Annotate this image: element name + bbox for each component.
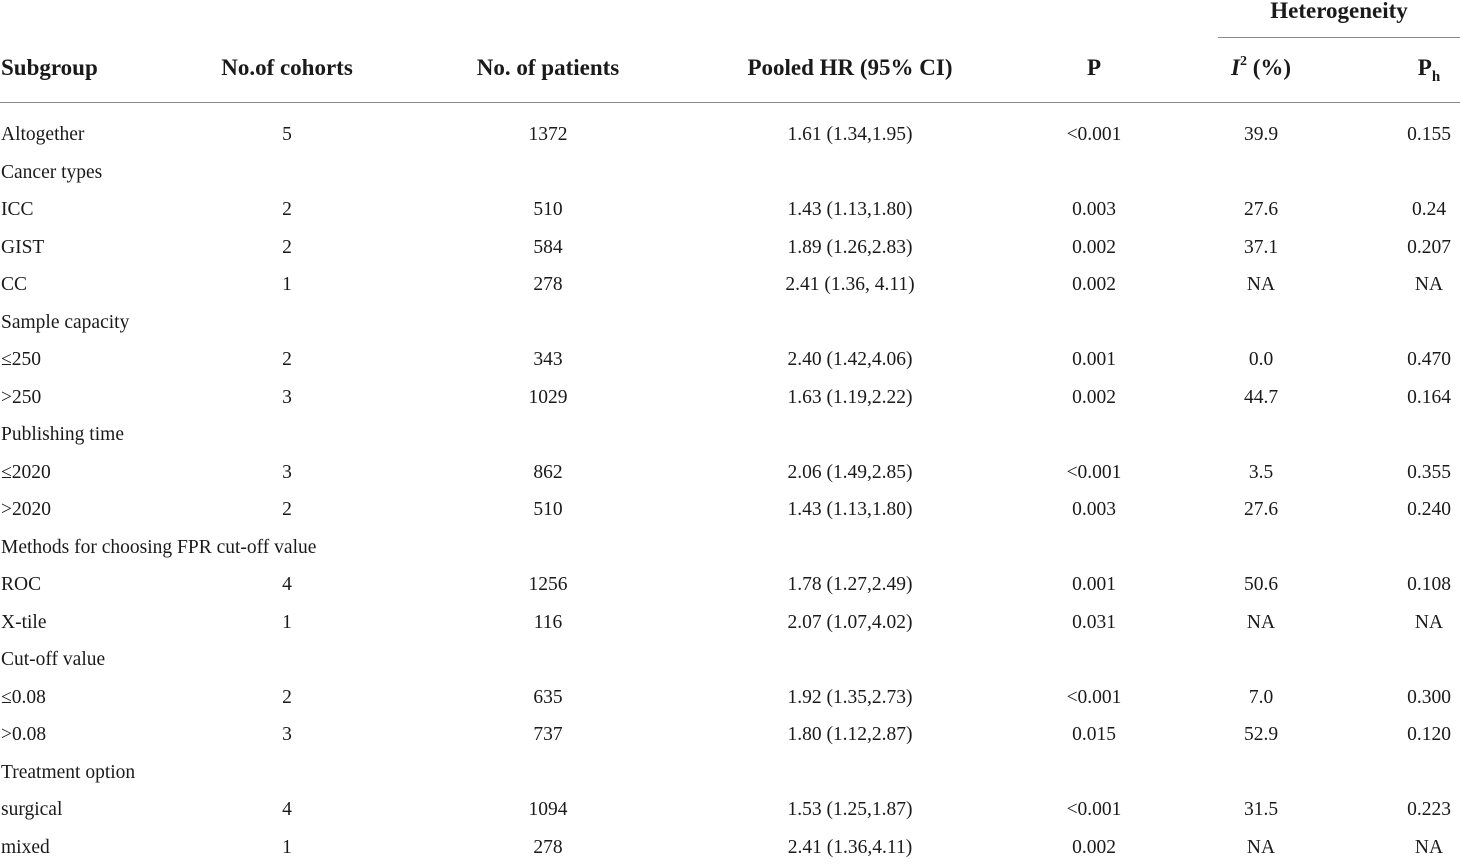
cell-cohorts: 4 bbox=[282, 566, 292, 603]
heterogeneity-underline bbox=[1218, 37, 1460, 38]
cell-ph: 0.470 bbox=[1407, 341, 1451, 378]
cell-patients: 635 bbox=[533, 679, 562, 716]
table-row bbox=[0, 191, 1460, 229]
cell-ph: 0.223 bbox=[1407, 791, 1451, 828]
table-row bbox=[0, 454, 1460, 492]
cell-ph: 0.164 bbox=[1407, 379, 1451, 416]
cell-pooled-hr: 1.43 (1.13,1.80) bbox=[787, 491, 912, 528]
cell-ph: 0.355 bbox=[1407, 454, 1451, 491]
cell-patients: 510 bbox=[533, 191, 562, 228]
cell-patients: 116 bbox=[534, 604, 563, 641]
table-row bbox=[0, 641, 1460, 679]
cell-patients: 584 bbox=[533, 229, 562, 266]
cell-patients: 737 bbox=[533, 716, 562, 753]
cell-p-value: 0.015 bbox=[1072, 716, 1116, 753]
cell-subgroup: surgical bbox=[1, 791, 62, 828]
cell-i2: 3.5 bbox=[1249, 454, 1273, 491]
cell-patients: 1256 bbox=[529, 566, 568, 603]
cell-pooled-hr: 1.80 (1.12,2.87) bbox=[787, 716, 912, 753]
cell-p-value: <0.001 bbox=[1067, 454, 1122, 491]
cell-patients: 1094 bbox=[529, 791, 568, 828]
header-ph-sub: h bbox=[1432, 69, 1440, 85]
header-ph bbox=[1418, 50, 1440, 89]
cell-pooled-hr: 1.61 (1.34,1.95) bbox=[787, 116, 912, 153]
table-body bbox=[0, 116, 1460, 866]
table-row bbox=[0, 341, 1460, 379]
cell-cohorts: 2 bbox=[282, 491, 292, 528]
cell-ph: 0.240 bbox=[1407, 491, 1451, 528]
cell-subgroup: Cancer types bbox=[1, 154, 102, 191]
table-row bbox=[0, 829, 1460, 866]
header-i2-unit: (%) bbox=[1253, 55, 1291, 80]
cell-ph: 0.108 bbox=[1407, 566, 1451, 603]
table-row bbox=[0, 716, 1460, 754]
table-header-row bbox=[0, 50, 1460, 86]
header-rule bbox=[0, 102, 1460, 103]
cell-ph: 0.207 bbox=[1407, 229, 1451, 266]
cell-p-value: 0.002 bbox=[1072, 229, 1116, 266]
cell-pooled-hr: 2.41 (1.36, 4.11) bbox=[785, 266, 914, 303]
cell-i2: 52.9 bbox=[1244, 716, 1278, 753]
cell-cohorts: 4 bbox=[282, 791, 292, 828]
cell-pooled-hr: 2.41 (1.36,4.11) bbox=[788, 829, 912, 866]
cell-cohorts: 1 bbox=[282, 829, 292, 866]
cell-patients: 278 bbox=[533, 266, 562, 303]
table-row bbox=[0, 304, 1460, 342]
header-cohorts: No.of cohorts bbox=[221, 50, 353, 86]
cell-pooled-hr: 1.43 (1.13,1.80) bbox=[787, 191, 912, 228]
cell-cohorts: 5 bbox=[282, 116, 292, 153]
cell-ph: 0.155 bbox=[1407, 116, 1451, 153]
cell-pooled-hr: 1.63 (1.19,2.22) bbox=[787, 379, 912, 416]
cell-subgroup: X-tile bbox=[1, 604, 46, 641]
cell-subgroup: CC bbox=[1, 266, 27, 303]
cell-ph: NA bbox=[1415, 266, 1443, 303]
cell-pooled-hr: 1.53 (1.25,1.87) bbox=[787, 791, 912, 828]
cell-p-value: <0.001 bbox=[1067, 679, 1122, 716]
table-row bbox=[0, 791, 1460, 829]
cell-i2: NA bbox=[1247, 829, 1275, 866]
cell-subgroup: Treatment option bbox=[1, 754, 135, 791]
cell-subgroup: >2020 bbox=[1, 491, 51, 528]
cell-patients: 343 bbox=[533, 341, 562, 378]
table-row bbox=[0, 679, 1460, 717]
cell-ph: 0.300 bbox=[1407, 679, 1451, 716]
table-row bbox=[0, 266, 1460, 304]
cell-subgroup: Cut-off value bbox=[1, 641, 105, 678]
cell-pooled-hr: 2.40 (1.42,4.06) bbox=[787, 341, 912, 378]
cell-cohorts: 2 bbox=[282, 679, 292, 716]
header-i2-letter: I bbox=[1231, 55, 1240, 80]
cell-patients: 1029 bbox=[529, 379, 568, 416]
cell-pooled-hr: 1.92 (1.35,2.73) bbox=[787, 679, 912, 716]
cell-subgroup: ≤2020 bbox=[1, 454, 51, 491]
cell-i2: 44.7 bbox=[1244, 379, 1278, 416]
header-patients: No. of patients bbox=[477, 50, 619, 86]
cell-i2: 7.0 bbox=[1249, 679, 1273, 716]
table-row bbox=[0, 604, 1460, 642]
cell-p-value: 0.001 bbox=[1072, 566, 1116, 603]
cell-cohorts: 3 bbox=[282, 379, 292, 416]
header-pooled-hr: Pooled HR (95% CI) bbox=[747, 50, 952, 86]
cell-subgroup: Altogether bbox=[1, 116, 84, 153]
cell-p-value: 0.003 bbox=[1072, 491, 1116, 528]
header-i2 bbox=[1231, 50, 1291, 90]
cell-subgroup: ROC bbox=[1, 566, 41, 603]
cell-p-value: 0.002 bbox=[1072, 379, 1116, 416]
cell-subgroup: ≤0.08 bbox=[1, 679, 46, 716]
cell-patients: 278 bbox=[533, 829, 562, 866]
cell-cohorts: 3 bbox=[282, 454, 292, 491]
cell-patients: 510 bbox=[533, 491, 562, 528]
table-row bbox=[0, 229, 1460, 267]
table-row bbox=[0, 154, 1460, 192]
cell-ph: 0.24 bbox=[1412, 191, 1446, 228]
table-row bbox=[0, 566, 1460, 604]
cell-subgroup: >250 bbox=[1, 379, 41, 416]
header-i2-sup: 2 bbox=[1240, 54, 1247, 69]
cell-patients: 862 bbox=[533, 454, 562, 491]
cell-subgroup: ICC bbox=[1, 191, 34, 228]
cell-i2: 27.6 bbox=[1244, 191, 1278, 228]
cell-cohorts: 3 bbox=[282, 716, 292, 753]
cell-subgroup: >0.08 bbox=[1, 716, 46, 753]
cell-p-value: <0.001 bbox=[1067, 116, 1122, 153]
cell-pooled-hr: 2.07 (1.07,4.02) bbox=[787, 604, 912, 641]
table-row bbox=[0, 416, 1460, 454]
cell-ph: 0.120 bbox=[1407, 716, 1451, 753]
cell-cohorts: 2 bbox=[282, 341, 292, 378]
header-subgroup: Subgroup bbox=[1, 50, 98, 86]
cell-pooled-hr: 1.89 (1.26,2.83) bbox=[787, 229, 912, 266]
cell-subgroup: Publishing time bbox=[1, 416, 124, 453]
cell-ph: NA bbox=[1415, 829, 1443, 866]
cell-ph: NA bbox=[1415, 604, 1443, 641]
cell-i2: 39.9 bbox=[1244, 116, 1278, 153]
cell-p-value: 0.031 bbox=[1072, 604, 1116, 641]
cell-i2: 27.6 bbox=[1244, 491, 1278, 528]
cell-i2: 0.0 bbox=[1249, 341, 1273, 378]
cell-p-value: 0.002 bbox=[1072, 829, 1116, 866]
header-p-value: P bbox=[1087, 50, 1101, 86]
cell-subgroup: mixed bbox=[1, 829, 50, 866]
cell-p-value: 0.003 bbox=[1072, 191, 1116, 228]
cell-patients: 1372 bbox=[529, 116, 568, 153]
cell-p-value: <0.001 bbox=[1067, 791, 1122, 828]
cell-cohorts: 2 bbox=[282, 191, 292, 228]
table-row bbox=[0, 116, 1460, 154]
cell-cohorts: 2 bbox=[282, 229, 292, 266]
cell-subgroup: Methods for choosing FPR cut-off value bbox=[1, 529, 316, 566]
heterogeneity-group-header: Heterogeneity bbox=[1218, 0, 1460, 24]
header-ph-letter: P bbox=[1418, 55, 1432, 80]
table-row bbox=[0, 491, 1460, 529]
cell-i2: 50.6 bbox=[1244, 566, 1278, 603]
cell-subgroup: ≤250 bbox=[1, 341, 41, 378]
table-row bbox=[0, 379, 1460, 417]
cell-cohorts: 1 bbox=[282, 604, 292, 641]
cell-p-value: 0.002 bbox=[1072, 266, 1116, 303]
cell-i2: NA bbox=[1247, 266, 1275, 303]
cell-i2: 37.1 bbox=[1244, 229, 1278, 266]
cell-subgroup: Sample capacity bbox=[1, 304, 129, 341]
cell-pooled-hr: 1.78 (1.27,2.49) bbox=[787, 566, 912, 603]
cell-cohorts: 1 bbox=[282, 266, 292, 303]
cell-pooled-hr: 2.06 (1.49,2.85) bbox=[787, 454, 912, 491]
table-row bbox=[0, 529, 1460, 567]
cell-p-value: 0.001 bbox=[1072, 341, 1116, 378]
cell-subgroup: GIST bbox=[1, 229, 44, 266]
cell-i2: 31.5 bbox=[1244, 791, 1278, 828]
table-row bbox=[0, 754, 1460, 792]
cell-i2: NA bbox=[1247, 604, 1275, 641]
